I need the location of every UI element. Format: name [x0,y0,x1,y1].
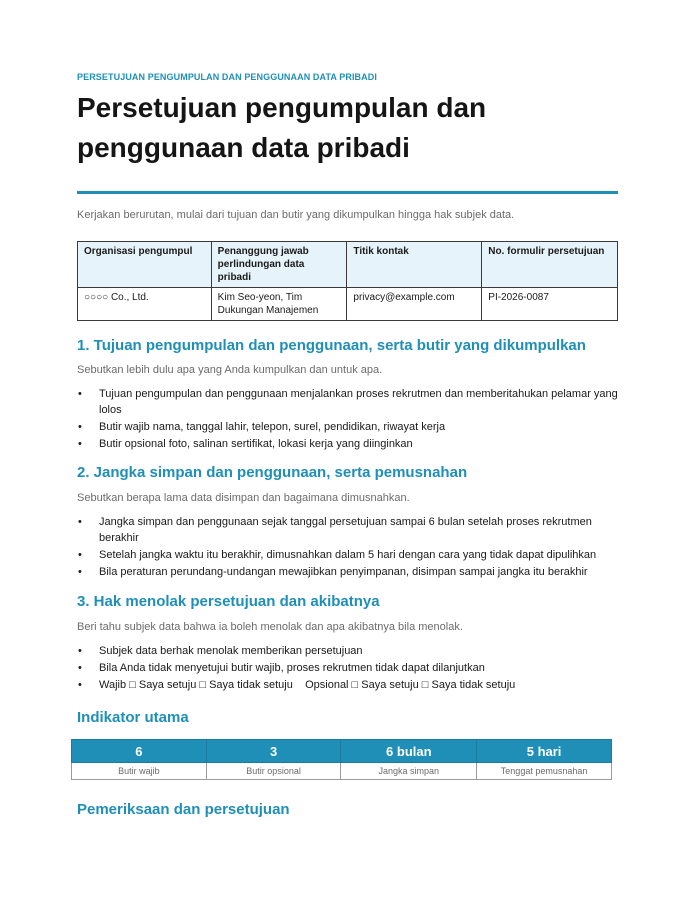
info-table-row [78,288,618,321]
bullet-icon: • [78,566,82,578]
intro-text: Kerjakan berurutan, mulai dari tujuan dan butir yang dikumpulkan hingga hak subjek data. [77,209,515,221]
bullet-icon: • [78,516,82,528]
kpi-label-deadline: Tenggat pemusnahan [477,763,612,780]
bullet-icon: • [78,662,82,674]
kpi-value-optional: 3 [206,740,341,763]
bullet-icon: • [78,438,82,450]
list-item: • Bila peraturan perundang-undangan mewajibkan penyimpanan, disimpan sampai jangka itu berakhir [78,566,588,578]
section3-subtitle: Beri tahu subjek data bahwa ia boleh menolak dan apa akibatnya bila menolak. [77,621,463,633]
info-header-contact: Titik kontak [347,242,482,288]
list-item: • Bila Anda tidak menyetujui butir wajib, proses rekrutmen tidak dapat dilanjutkan [78,662,485,674]
list-item: • Jangka simpan dan penggunaan sejak tanggal persetujuan sampai 6 bulan setelah proses rekrutmen berakhir [78,516,592,544]
kpi-label-optional: Butir opsional [206,763,341,780]
list-item: • Tujuan pengumpulan dan penggunaan menjalankan proses rekrutmen dan memberitahukan pelamar yang lolos [78,388,618,416]
bullet-icon: • [78,549,82,561]
list-item: • Setelah jangka waktu itu berakhir, dimusnahkan dalam 5 hari dengan cara yang tidak dapat dipulihkan [78,549,597,561]
eyebrow-label: PERSETUJUAN PENGUMPULAN DAN PENGGUNAAN DATA PRIBADI [77,72,377,82]
section1-list [77,386,622,453]
info-value-officer: Kim Seo-yeon, Tim Dukungan Manajemen [211,288,347,321]
info-value-organization: ○○○○ Co., Ltd. [78,288,212,321]
page-title: Persetujuan pengumpulan dan penggunaan data pribadi [77,92,487,163]
section2-heading: 2. Jangka simpan dan penggunaan, serta pemusnahan [77,464,468,481]
kpi-label-required: Butir wajib [72,763,207,780]
info-table [77,241,618,321]
kpi-table [71,739,612,780]
section3-heading: 3. Hak menolak persetujuan dan akibatnya [77,593,380,610]
bullet-icon: • [78,388,82,400]
info-value-contact: privacy@example.com [347,288,482,321]
kpi-value-row [72,740,612,763]
kpi-value-retention: 6 bulan [341,740,477,763]
kpi-value-deadline: 5 hari [477,740,612,763]
kpi-heading: Indikator utama [77,709,189,726]
info-header-form-number: No. formulir persetujuan [482,242,618,288]
review-heading: Pemeriksaan dan persetujuan [77,801,290,818]
info-header-officer: Penanggung jawab perlindungan data pribadi [211,242,347,288]
kpi-label-row [72,763,612,780]
list-item: • Subjek data berhak menolak memberikan persetujuan [78,645,363,657]
title-divider [77,191,618,194]
info-header-organization: Organisasi pengumpul [78,242,212,288]
list-item: • Butir opsional foto, salinan sertifikat, lokasi kerja yang diinginkan [78,438,413,450]
section2-subtitle: Sebutkan berapa lama data disimpan dan bagaimana dimusnahkan. [77,492,410,504]
bullet-icon: • [78,421,82,433]
section1-heading: 1. Tujuan pengumpulan dan penggunaan, serta butir yang dikumpulkan [77,337,586,354]
kpi-value-required: 6 [72,740,207,763]
kpi-label-retention: Jangka simpan [341,763,477,780]
list-item: • Butir wajib nama, tanggal lahir, telepon, surel, pendidikan, riwayat kerja [78,421,446,433]
info-value-form-number: PI-2026-0087 [482,288,618,321]
section2-list [77,514,622,581]
list-item: • Wajib □ Saya setuju □ Saya tidak setuju Opsional □ Saya setuju □ Saya tidak setuju [78,679,516,691]
section1-subtitle: Sebutkan lebih dulu apa yang Anda kumpulkan dan untuk apa. [77,364,383,376]
section3-list [77,643,622,694]
bullet-icon: • [78,679,82,691]
info-table-header-row [78,242,618,288]
bullet-icon: • [78,645,82,657]
